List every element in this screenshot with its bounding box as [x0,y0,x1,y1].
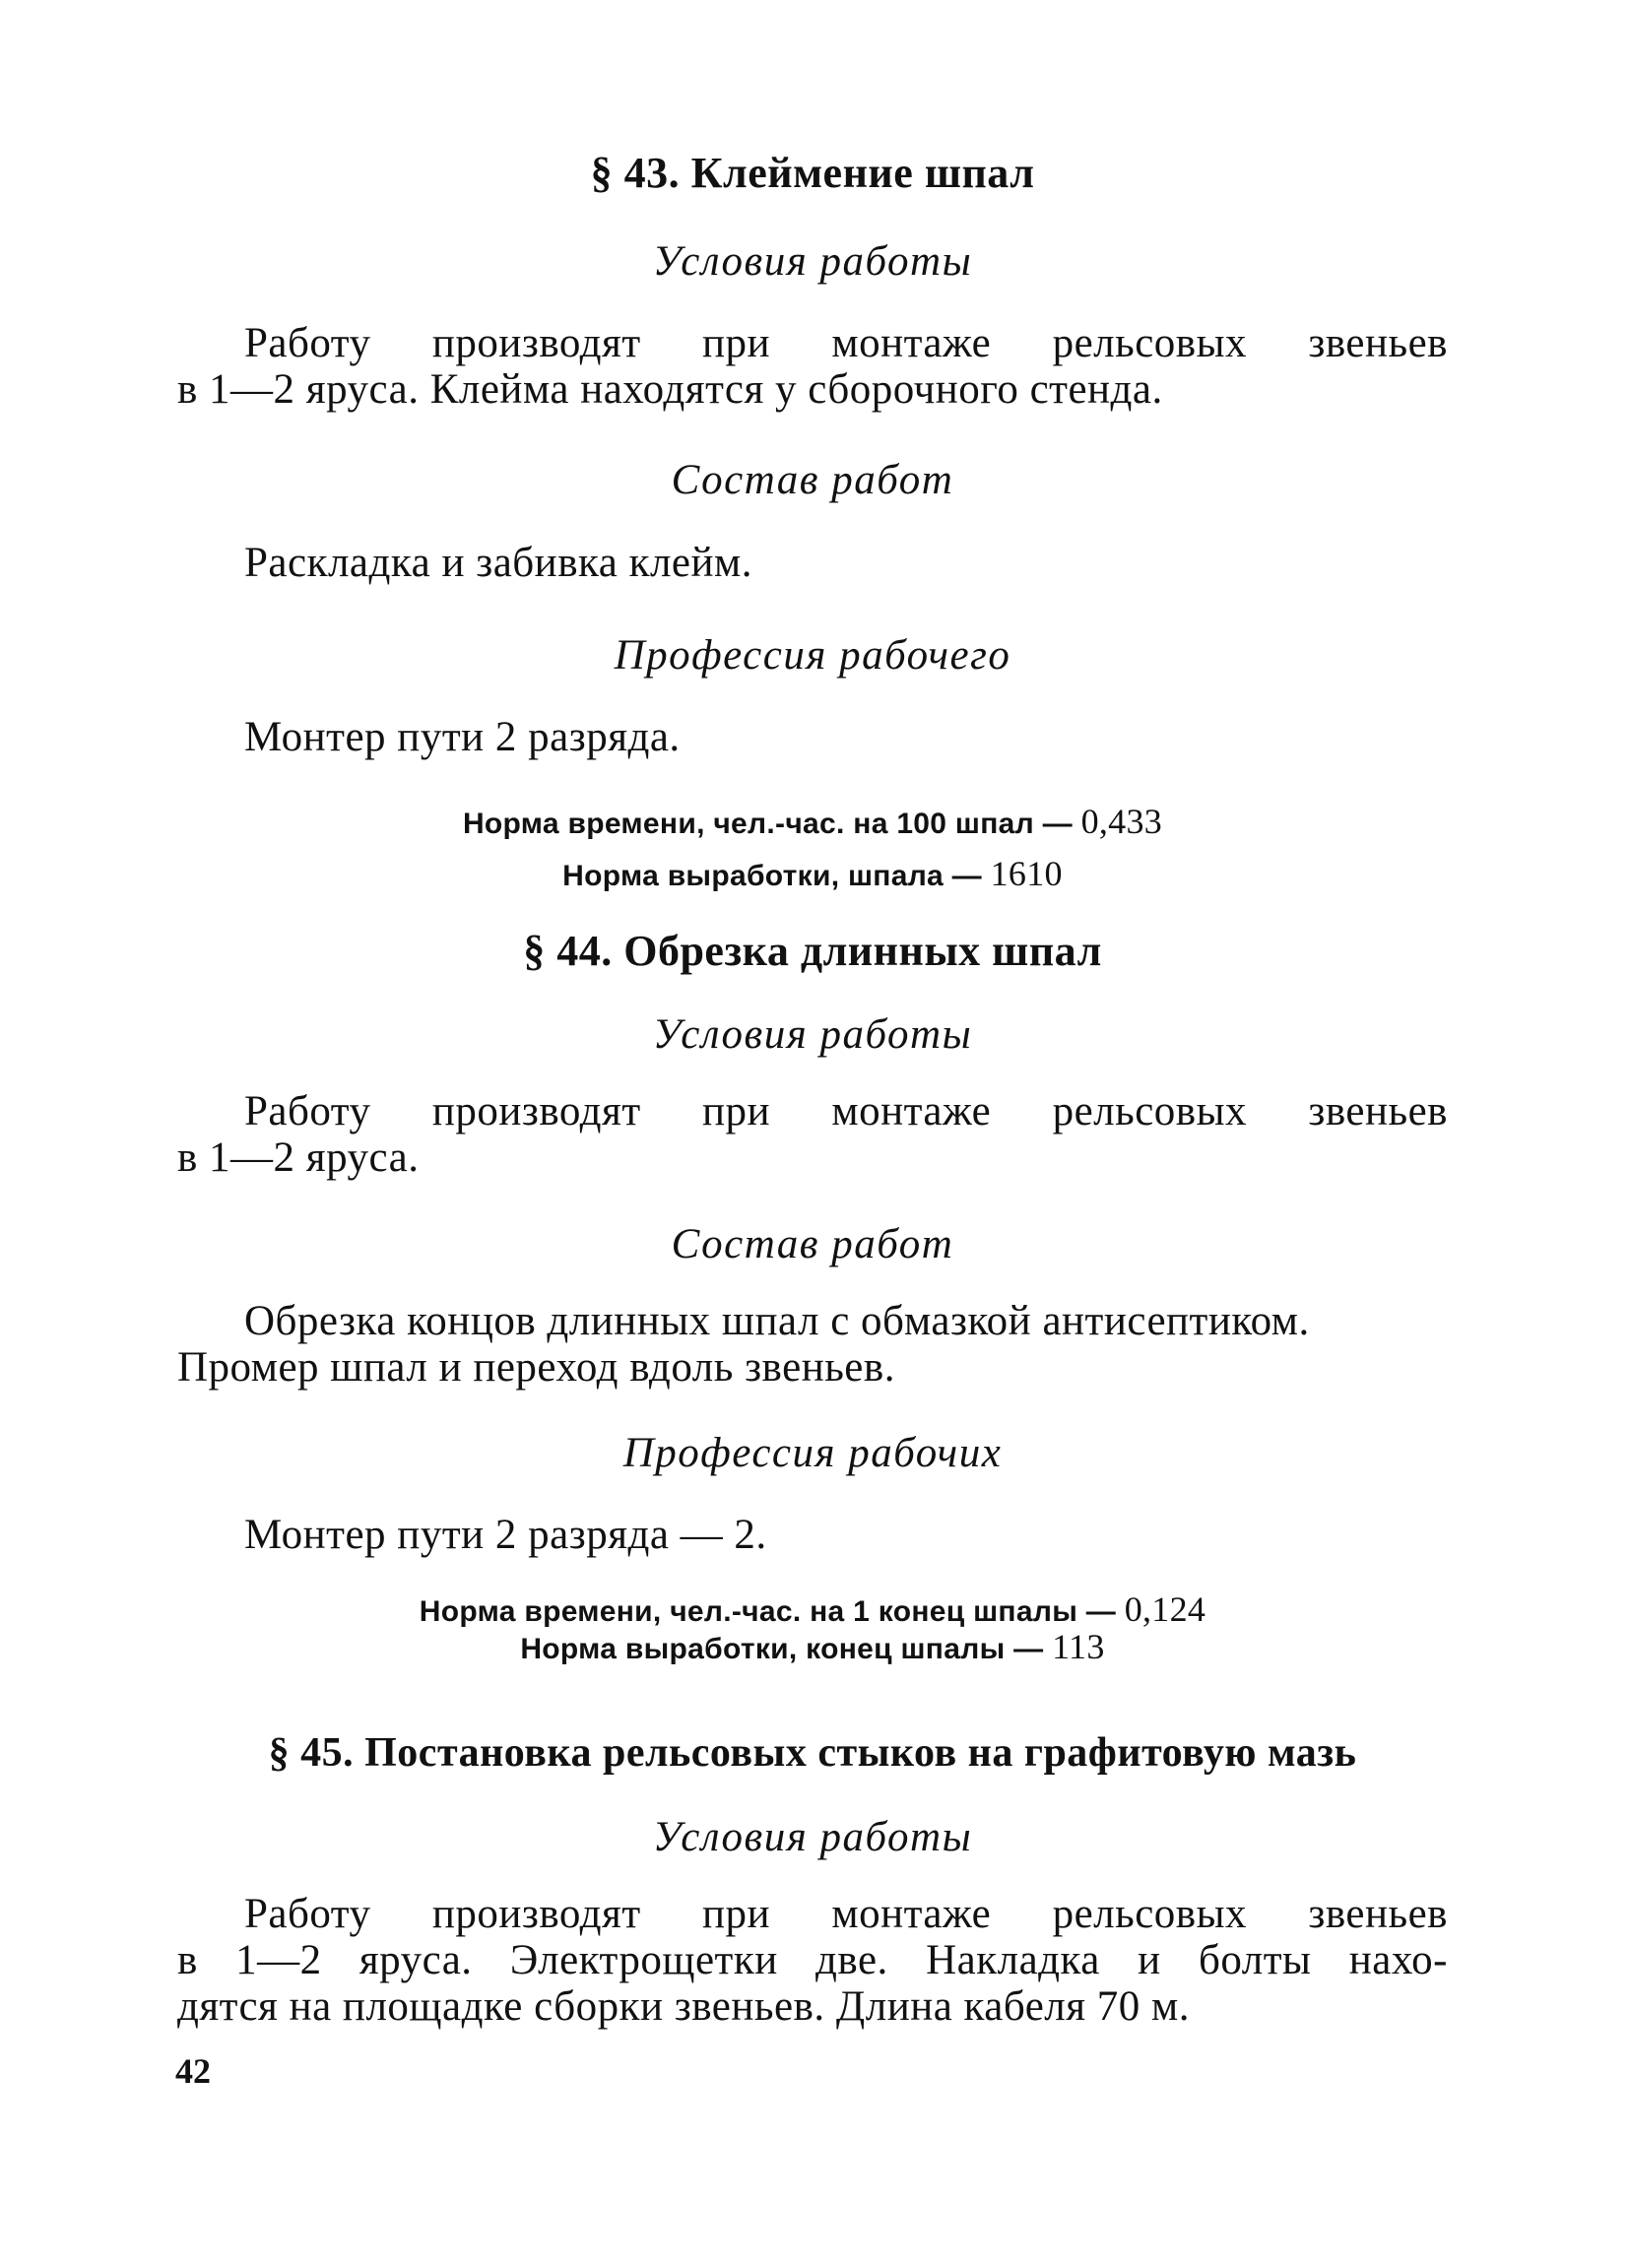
section-45-heading: § 45. Постановка рельсовых стыков на графитовую мазь [268,1730,1357,1776]
section-45-conditions-title: Условия работы [652,1814,973,1860]
section-45-conditions-line-3: дятся на площадке сборки звеньев. Длина кабеля 70 м. [177,1983,1190,2030]
norm-time-label: Норма времени, чел.-час. на 100 шпал — [462,808,1073,840]
section-43-conditions [177,320,1448,413]
section-44-profession-text: Монтер пути 2 разряда — 2. [244,1512,767,1558]
section-44-conditions-line-2: в 1—2 яруса. [177,1134,420,1181]
section-44-conditions [177,1088,1448,1181]
norm-output-value: 113 [1052,1627,1105,1666]
section-44-heading: § 44. Обрезка длинных шпал [523,927,1102,975]
norm-time-value: 0,124 [1124,1589,1206,1629]
section-45-conditions [177,1891,1448,2030]
section-43-profession-text: Монтер пути 2 разряда. [244,714,681,760]
section-44-profession-title: Профессия рабочих [622,1430,1003,1476]
section-44-composition [177,1298,1448,1391]
section-44-composition-line-2: Промер шпал и переход вдоль звеньев. [177,1344,895,1391]
section-43-conditions-line-2: в 1—2 яруса. Клейма находятся у сборочного стенда. [177,366,1163,413]
norm-output-value: 1610 [990,854,1063,893]
section-44-conditions-title: Условия работы [652,1011,973,1058]
section-43-composition-title: Состав работ [671,457,954,503]
norm-time-value: 0,433 [1080,802,1163,841]
section-43-norm-time [177,800,1448,844]
section-44-composition-title: Состав работ [671,1221,954,1267]
section-45-conditions-line-1: Работу производят при монтаже рельсовых звеньев [244,1891,1448,1937]
section-45-conditions-line-2: в 1—2 яруса. Электрощетки две. Накладка и болты нахо- [177,1937,1448,1983]
section-44-composition-line-1: Обрезка концов длинных шпал с обмазкой антисептиком. [244,1298,1310,1344]
section-43-heading: § 43. Клеймение шпал [590,149,1035,197]
norm-output-label: Норма выработки, шпала — [562,860,982,892]
section-43-composition-text: Раскладка и забивка клейм. [244,540,752,586]
section-44-norm-output [177,1625,1448,1669]
section-43-conditions-line-1: Работу производят при монтаже рельсовых звеньев [244,320,1448,366]
norm-output-label: Норма выработки, конец шпалы — [520,1633,1044,1665]
norm-time-label: Норма времени, чел.-час. на 1 конец шпалы — [419,1595,1117,1628]
page-number: 42 [175,2051,211,2091]
section-43-conditions-title: Условия работы [652,238,973,285]
section-43-norm-output [177,852,1448,896]
section-44-conditions-line-1: Работу производят при монтаже рельсовых звеньев [244,1088,1448,1134]
section-43-profession-title: Профессия рабочего [614,632,1011,679]
